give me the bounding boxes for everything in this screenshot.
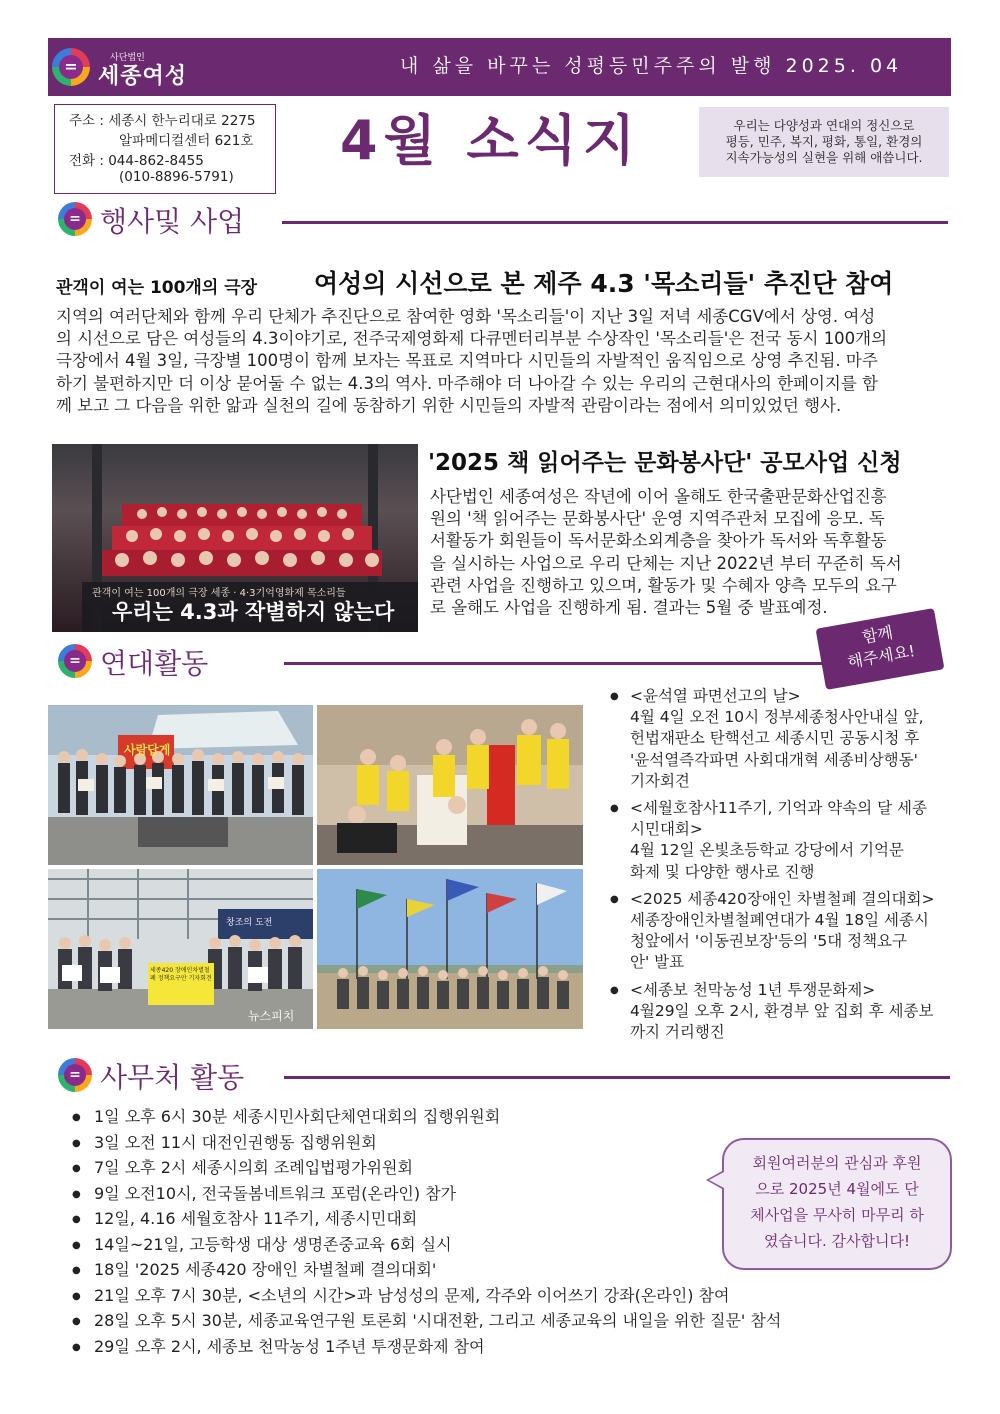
article-headline: 여성의 시선으로 본 제주 4.3 '목소리들' 추진단 참여 bbox=[314, 269, 894, 298]
photo-banner-text: 우리는 4.3과 작별하지 않는다 bbox=[112, 600, 395, 624]
list-item: ● 14일~21일, 고등학생 대상 생명존중교육 6회 실시 bbox=[72, 1234, 781, 1260]
theater-photo bbox=[52, 444, 418, 632]
address-line: 주소 : 세종시 한누리대로 2275 bbox=[69, 113, 256, 129]
section-heading-office bbox=[58, 1056, 958, 1096]
article-body bbox=[56, 306, 887, 417]
article-line: 하기 불편하지만 더 이상 묻어둘 수 없는 4.3의 역사. 마주해야 더 나아갈 수 있는 우리의 근현대사의 한페이지를 함 bbox=[56, 373, 878, 393]
list-item: ● <2025 세종420장애인 차별철폐 결의대회> 세종장애인차별철폐연대가 4월 18일 세종시 청앞에서 '이동권보장'등의 '5대 정책요구 안' 발표 bbox=[610, 889, 960, 974]
disability-rally-photo bbox=[48, 869, 313, 1029]
logo-name: 세종여성 bbox=[98, 64, 188, 89]
article-line: 서활동가 회원들이 독서문화소외계층을 찾아가 독서와 독후활동 bbox=[430, 531, 887, 551]
section-heading-events bbox=[58, 200, 958, 240]
mission-box bbox=[699, 107, 949, 177]
article2-body bbox=[430, 486, 902, 619]
sejongbo-photo bbox=[317, 869, 583, 1029]
photo-banner-text: 창조의 도전 bbox=[226, 918, 273, 928]
address-box bbox=[54, 104, 276, 194]
list-item: ● 18일 '2025 세종420 장애인 차별철폐 결의대회' bbox=[72, 1259, 781, 1285]
article-line: 극장에서 4월 3일, 극장별 100명이 함께 보자는 목표로 지역마다 시민들의 자발적인 움직임으로 상영 추진됨. 마주 bbox=[56, 351, 878, 371]
article-line: 을 실시하는 사업으로 우리 단체는 지난 2022년 부터 꾸준히 독서 bbox=[430, 553, 902, 573]
badge-line: 함께 bbox=[860, 622, 895, 647]
list-item: ● 7일 오후 2시 세종시의회 조례입법평가위원회 bbox=[72, 1157, 781, 1183]
list-item: ● 28일 오후 5시 30분, 세종교육연구원 토론회 '시대전환, 그리고 세종교육의 내일을 위한 질문' 참석 bbox=[72, 1310, 781, 1336]
article-line: 지역의 여러단체와 함께 우리 단체가 추진단으로 참여한 영화 '목소리들'이 지난 3일 저녁 세종CGV에서 상영. 여성 bbox=[56, 307, 876, 326]
badge-line: 해주세요! bbox=[846, 641, 917, 672]
photo-sign-text: 세종420 장애인차별철폐 정책요구안 기자회견 bbox=[150, 967, 212, 982]
bubble-line: 으로 2025년 4월에도 단 bbox=[755, 1180, 919, 1198]
page-title: 4월 소식지 bbox=[340, 109, 642, 172]
section-title: 행사및 사업 bbox=[100, 205, 245, 238]
list-item: ● <세월호참사11주기, 기억과 약속의 달 세종 시민대회> 4월 12일 온빛초등학교 강당에서 기억문 화제 및 다양한 행사로 진행 bbox=[610, 798, 960, 883]
photo-watermark: 뉴스피치 bbox=[248, 1009, 295, 1023]
mission-line: 지속가능성의 실현을 위해 애씁니다. bbox=[725, 150, 923, 165]
section-logo-icon: = bbox=[58, 1058, 92, 1092]
bubble-line: 였습니다. 감사합니다! bbox=[764, 1232, 910, 1250]
section-logo-icon: = bbox=[58, 644, 92, 678]
article2-headline: '2025 책 읽어주는 문화봉사단' 공모사업 신청 bbox=[428, 450, 902, 476]
article-line: 사단법인 세종여성은 작년에 이어 올해도 한국출판문화산업진흥 bbox=[430, 487, 887, 506]
list-item: ● 21일 오후 7시 30분, <소년의 시간>과 남성성의 문제, 각주와 이어쓰기 강좌(온라인) 참여 bbox=[72, 1285, 781, 1311]
office-activity-list bbox=[72, 1106, 781, 1361]
article-line: 께 보고 그 다음을 위한 앎과 실천의 길에 동참하기 위한 시민들의 자발적 관람이라는 점에서 의미있었던 행사. bbox=[56, 395, 842, 415]
logo-icon: = bbox=[52, 48, 90, 86]
article-kicker: 관객이 여는 100개의 극장 bbox=[56, 278, 258, 298]
list-item: ● <세종보 천막농성 1년 투쟁문화제> 4월29일 오후 2시, 환경부 앞 집회 후 세종보 까지 거리행진 bbox=[610, 980, 960, 1044]
bubble-tail-inner bbox=[709, 1172, 724, 1188]
address-line: 알파메디컬센터 621호 bbox=[119, 133, 254, 149]
article-line: 의 시선으로 담은 여성들의 4.3이야기로, 전주국제영화제 다큐멘터리부분 수상작인 '목소리들'은 전국 동시 100개의 bbox=[56, 329, 888, 349]
list-item: ● 29일 오후 2시, 세종보 천막농성 1주년 투쟁문화제 참여 bbox=[72, 1336, 781, 1362]
mission-line: 평등, 민주, 복지, 평화, 통일, 환경의 bbox=[725, 134, 923, 149]
article-line: 원의 '책 읽어주는 문화봉사단' 운영 지역주관처 모집에 응모. 독 bbox=[430, 509, 885, 529]
photo-banner-small: 관객이 여는 100개의 극장 세종 · 4·3기억영화제 목소리들 bbox=[92, 588, 346, 599]
section-logo-icon: = bbox=[58, 202, 92, 236]
article-line: 관련 사업을 진행하고 있으며, 활동가 및 수혜자 양측 모두의 요구 bbox=[430, 575, 897, 595]
logo-small-text: 사단법인 bbox=[110, 53, 145, 63]
logo bbox=[52, 44, 202, 92]
rally-photo bbox=[48, 705, 313, 865]
list-item: ● 1일 오후 6시 30분 세종시민사회단체연대회의 집행위원회 bbox=[72, 1106, 781, 1132]
phone-line: (010-8896-5791) bbox=[119, 169, 234, 185]
phone-line: 전화 : 044-862-8455 bbox=[69, 153, 204, 169]
list-item: ● <윤석열 파면선고의 날> 4월 4일 오전 10시 정부세종청사안내실 앞, 헌법재판소 탄핵선고 세종시민 공동시청 후 '윤석열즉각파면 사회대개혁 세종비상행동' 기자회견 bbox=[610, 686, 960, 792]
solidarity-list bbox=[610, 686, 960, 1043]
thanks-bubble bbox=[722, 1138, 952, 1270]
list-item: ● 12일, 4.16 세월호참사 11주기, 세종시민대회 bbox=[72, 1208, 781, 1234]
rally-sign-text: 사람답게 bbox=[124, 743, 171, 757]
bubble-line: 체사업을 무사히 마무리 하 bbox=[750, 1206, 924, 1224]
sewol-photo bbox=[317, 705, 583, 865]
list-item: ● 9일 오전10시, 전국돌봄네트워크 포럼(온라인) 참가 bbox=[72, 1183, 781, 1209]
mission-line: 우리는 다양성과 연대의 정신으로 bbox=[733, 118, 915, 133]
section-divider bbox=[284, 662, 884, 665]
section-divider bbox=[282, 221, 948, 224]
section-title: 사무처 활동 bbox=[100, 1061, 245, 1094]
article-line: 로 올해도 사업을 진행하게 됨. 결과는 5월 중 발표예정. bbox=[430, 598, 828, 618]
list-item: ● 3일 오전 11시 대전인권행동 집행위원회 bbox=[72, 1132, 781, 1158]
section-divider bbox=[284, 1076, 950, 1079]
section-title: 연대활동 bbox=[100, 647, 209, 680]
bubble-line: 회원여러분의 관심과 후원 bbox=[752, 1154, 922, 1172]
header-tagline: 내 삶을 바꾸는 성평등민주주의 발행 2025. 04 bbox=[400, 55, 903, 77]
